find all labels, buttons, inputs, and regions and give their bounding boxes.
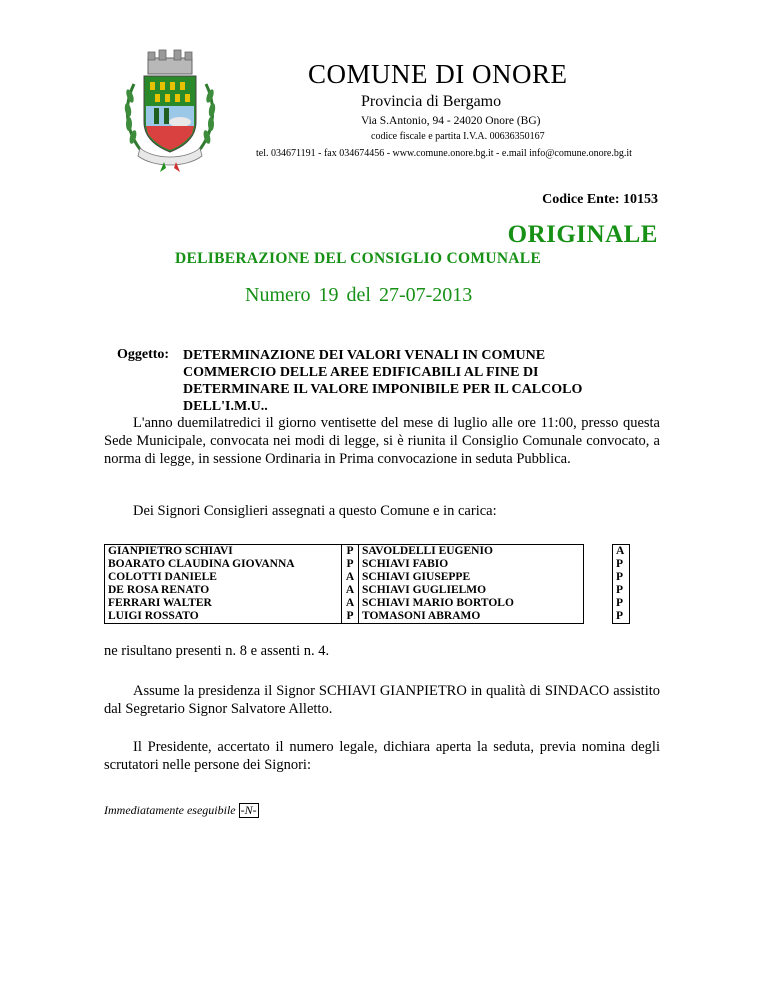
councillor-name: COLOTTI DANIELE (105, 571, 342, 584)
intro-paragraph: L'anno duemilatredici il giorno ventisette del mese di luglio alle ore 11:00, presso questa Sede Municipale, convocata nei modi di legge, si è riunita il Consiglio Comunale convocato, a norma di legge, in sessione Ordinaria in Prima convocazione in seduta Pubblica. (104, 415, 660, 467)
table-spacer (584, 558, 613, 571)
table-row (105, 610, 630, 624)
seduta-paragraph: Il Presidente, accertato il numero legale, dichiara aperta la seduta, previa nomina degli scrutatori nelle persone dei Signori: (104, 739, 660, 773)
comune-address: Via S.Antonio, 94 - 24020 Onore (BG) (361, 115, 541, 127)
table-row (105, 584, 630, 597)
table-row (105, 571, 630, 584)
del-label: del (346, 284, 371, 306)
councillor-status: P (613, 610, 630, 624)
municipal-crest-icon (120, 44, 220, 172)
councillor-status: A (613, 545, 630, 559)
province-name: Provincia di Bergamo (361, 93, 502, 110)
councillor-status: P (613, 597, 630, 610)
councillor-status: A (342, 571, 359, 584)
councillor-status: A (342, 597, 359, 610)
comune-title: COMUNE DI ONORE (308, 59, 568, 89)
councillors-table (104, 544, 630, 624)
immediate-label: Immediatamente eseguibile (104, 803, 236, 817)
councillor-status: P (342, 545, 359, 559)
table-spacer (584, 545, 613, 559)
contact-info: tel. 034671191 - fax 034674456 - www.comune.onore.bg.it - e.mail info@comune.onore.bg.it (256, 148, 632, 159)
table-spacer (584, 610, 613, 624)
councillor-status: P (613, 571, 630, 584)
table-row (105, 558, 630, 571)
councillor-name: SCHIAVI MARIO BORTOLO (359, 597, 584, 610)
councillor-status: P (342, 610, 359, 624)
deliberation-date: 27-07-2013 (378, 284, 473, 306)
oggetto-label: Oggetto: (117, 347, 170, 362)
councillors-intro: Dei Signori Consiglieri assegnati a questo Comune e in carica: (133, 503, 497, 519)
deliberation-number (245, 284, 472, 307)
councillor-name: SAVOLDELLI EUGENIO (359, 545, 584, 559)
councillor-status: P (613, 558, 630, 571)
councillor-name: FERRARI WALTER (105, 597, 342, 610)
oggetto-text: DETERMINAZIONE DEI VALORI VENALI IN COMUNE COMMERCIO DELLE AREE EDIFICABILI AL FINE DI DETERMINARE IL VALORE IMPONIBILE PER IL CALCOLO DELL'I.M.U.. (183, 348, 583, 414)
fiscal-code: codice fiscale e partita I.V.A. 00636350167 (371, 131, 545, 142)
councillor-status: P (613, 584, 630, 597)
status-originale: ORIGINALE (507, 221, 658, 248)
presidency-paragraph: Assume la presidenza il Signor SCHIAVI GIANPIETRO in qualità di SINDACO assistito dal Segretario Signor Salvatore Alletto. (104, 683, 660, 717)
councillor-name: TOMASONI ABRAMO (359, 610, 584, 624)
immediate-execution (104, 803, 259, 818)
table-spacer (584, 597, 613, 610)
councillor-name: GIANPIETRO SCHIAVI (105, 545, 342, 559)
councillor-name: DE ROSA RENATO (105, 584, 342, 597)
councillor-name: LUIGI ROSSATO (105, 610, 342, 624)
councillor-name: SCHIAVI GIUSEPPE (359, 571, 584, 584)
table-row (105, 545, 630, 559)
table-spacer (584, 571, 613, 584)
councillor-name: SCHIAVI FABIO (359, 558, 584, 571)
numero-value: 19 (318, 284, 339, 306)
councillor-status: P (342, 558, 359, 571)
table-spacer (584, 584, 613, 597)
councillor-status: A (342, 584, 359, 597)
deliberation-type: DELIBERAZIONE DEL CONSIGLIO COMUNALE (175, 250, 542, 267)
numero-label: Numero (245, 284, 311, 306)
councillor-name: BOARATO CLAUDINA GIOVANNA (105, 558, 342, 571)
table-row (105, 597, 630, 610)
codice-ente: Codice Ente: 10153 (542, 192, 658, 207)
councillor-name: SCHIAVI GUGLIELMO (359, 584, 584, 597)
immediate-value: -N- (240, 803, 257, 817)
presence-summary: ne risultano presenti n. 8 e assenti n. 4. (104, 643, 330, 659)
